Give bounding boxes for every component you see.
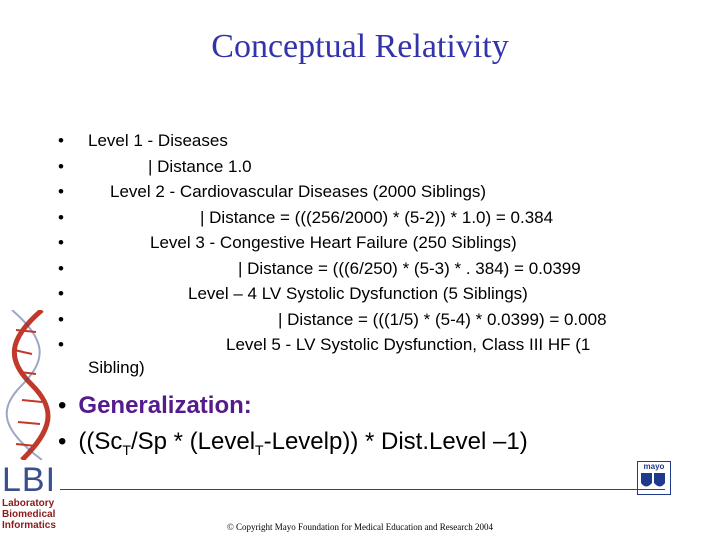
bullet: •: [58, 207, 64, 227]
list-item: [58, 128, 698, 154]
level-2-text: Level 2 - Cardiovascular Diseases (2000 Siblings): [110, 182, 487, 201]
mayo-logo-text: mayo: [643, 462, 665, 471]
bullet: •: [58, 428, 67, 455]
list-item: [58, 179, 698, 205]
bullet: •: [58, 182, 64, 201]
level-3-text: Level 3 - Congestive Heart Failure (250 Siblings): [150, 233, 517, 252]
list-item: [58, 281, 698, 307]
formula-subscript: T: [122, 441, 131, 458]
bullet: •: [58, 258, 64, 278]
formula-part: ((Sc: [78, 428, 123, 455]
bullet: •: [58, 335, 64, 354]
formula-part: -Levelp)) * Dist.Level –1): [263, 428, 528, 455]
level-5-wrap-text: Sibling): [88, 358, 145, 377]
lbi-line-2: Biomedical: [2, 509, 56, 520]
list-item: [58, 307, 698, 333]
list-item: [58, 205, 698, 231]
slide-title: Conceptual Relativity: [211, 28, 509, 65]
dna-helix-icon: [2, 310, 60, 460]
level-2-distance-text: | Distance = (((256/2000) * (5-2)) * 1.0) = 0.384: [200, 207, 554, 227]
bullet: •: [58, 156, 64, 176]
generalization-text: Generalization:: [78, 392, 252, 419]
level-1-distance-text: | Distance 1.0: [148, 156, 252, 176]
generalization-heading: [58, 392, 252, 420]
footer-divider: [60, 489, 665, 490]
formula: [58, 428, 528, 458]
level-4-distance-text: | Distance = (((1/5) * (5-4) * 0.0399) = 0.008: [278, 309, 607, 329]
bullet: •: [58, 131, 64, 150]
formula-part: /Sp * (Level: [130, 428, 256, 455]
bullet: •: [58, 233, 64, 252]
lbi-letters: LBI: [2, 461, 57, 499]
list-item: [58, 230, 698, 256]
bullet: •: [58, 309, 64, 329]
level-3-distance-text: | Distance = (((6/250) * (5-3) * . 384) = 0.0399: [238, 258, 581, 278]
bullet: •: [58, 284, 64, 303]
level-1-text: Level 1 - Diseases: [88, 131, 228, 150]
levels-list: [58, 128, 698, 377]
bullet: •: [58, 392, 67, 419]
list-item: [58, 256, 698, 282]
copyright-text: © Copyright Mayo Foundation for Medical Education and Research 2004: [226, 522, 494, 532]
list-item: [58, 154, 698, 180]
mayo-shield-icon: [638, 471, 668, 491]
list-item: [58, 332, 698, 358]
lbi-logo: [2, 462, 56, 531]
lbi-line-3: Informatics: [2, 520, 56, 531]
formula-subscript: T: [255, 441, 264, 458]
level-4-text: Level – 4 LV Systolic Dysfunction (5 Siblings): [188, 284, 528, 303]
lbi-line-1: Laboratory: [2, 498, 55, 509]
level-5-text: Level 5 - LV Systolic Dysfunction, Class III HF (1: [226, 335, 591, 354]
